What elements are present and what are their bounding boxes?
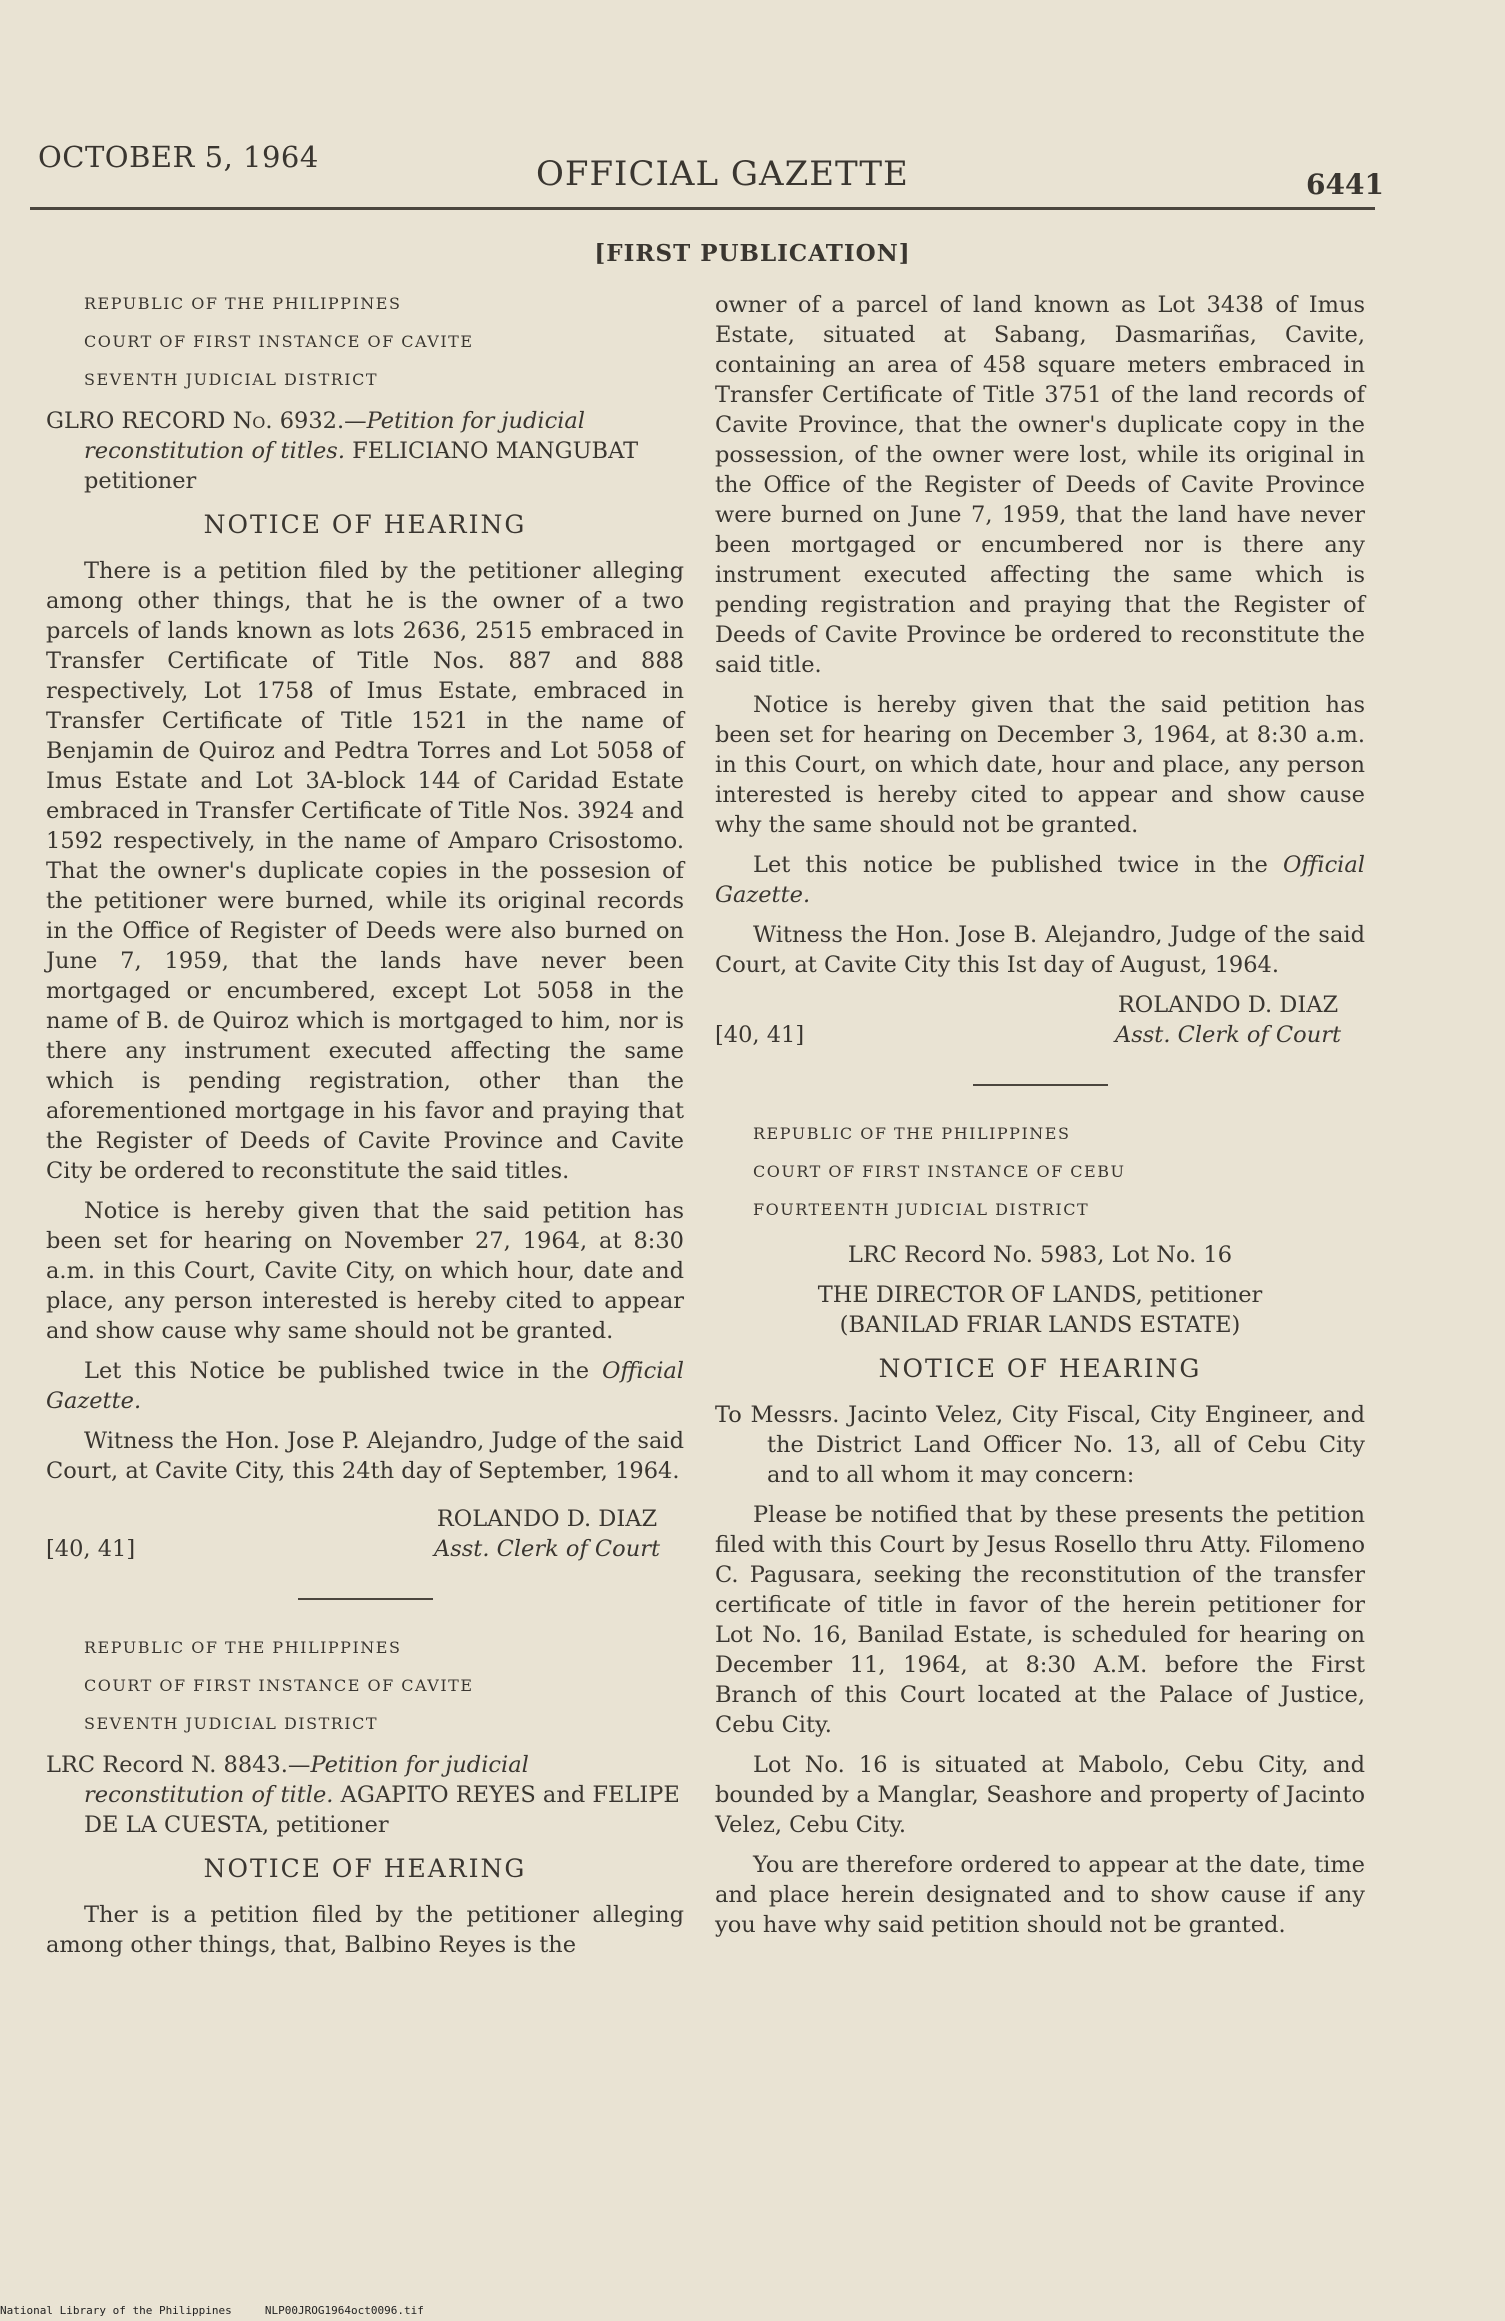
section-divider <box>298 1598 433 1600</box>
issue-reference: [40, 41] <box>715 1022 805 1048</box>
case-caption <box>46 406 684 496</box>
record-title: Petition for judicial reconstitution of title. <box>84 1752 529 1808</box>
petitioner-role: petitioner <box>84 468 197 494</box>
body-paragraph <box>715 850 1365 910</box>
estate-name: (BANILAD FRIAR LANDS ESTATE) <box>839 1312 1241 1338</box>
signatory-title: Asst. Clerk of Court <box>1114 1022 1341 1048</box>
signature-block <box>1115 990 1341 1050</box>
signature-row <box>715 990 1365 1050</box>
signatory-name: ROLANDO D. DIAZ <box>1117 992 1339 1018</box>
record-number: GLRO RECORD No. 6932.— <box>46 408 367 434</box>
body-paragraph <box>46 1356 684 1416</box>
issue-date: OCTOBER 5, 1964 <box>38 140 319 174</box>
section-divider <box>973 1084 1108 1086</box>
case-caption <box>46 1750 684 1840</box>
left-column <box>46 290 684 1970</box>
petitioner-role: petitioner <box>276 1812 389 1838</box>
record-number: LRC Record N. 8843.— <box>46 1752 311 1778</box>
signatory-name: ROLANDO D. DIAZ <box>436 1506 658 1532</box>
conjunction: and <box>542 1782 586 1808</box>
petitioner-name: FELIPE DE LA CUESTA, <box>84 1782 680 1838</box>
record-number: LRC Record No. 5983, Lot No. 16 <box>847 1242 1233 1268</box>
signatory-title: Asst. Clerk of Court <box>433 1536 660 1562</box>
body-paragraph: Witness the Hon. Jose P. Alejandro, Judge of the said Court, at Cavite City, this 24th day of September, 1964. <box>46 1428 684 1484</box>
notice-3 <box>715 1120 1365 1940</box>
court-line: COURT OF FIRST INSTANCE OF CAVITE <box>84 332 474 351</box>
court-line: REPUBLIC OF THE PHILIPPINES <box>84 294 402 313</box>
page-number: 6441 <box>1306 168 1384 201</box>
notice-2 <box>46 1634 684 1960</box>
addressee: To Messrs. Jacinto Velez, City Fiscal, City Engineer, and the District Land Officer No. 13, all of Cebu City and to all whom it may concern: <box>715 1402 1365 1488</box>
notice-heading: NOTICE OF HEARING <box>203 510 527 539</box>
publication-title: OFFICIAL GAZETTE <box>536 154 909 194</box>
court-line: COURT OF FIRST INSTANCE OF CEBU <box>753 1162 1126 1181</box>
body-paragraph: Lot No. 16 is situated at Mabolo, Cebu City, and bounded by a Manglar, Seashore and property of Jacinto Velez, Cebu City. <box>715 1752 1365 1838</box>
notice-heading: NOTICE OF HEARING <box>203 1854 527 1883</box>
court-line: FOURTEENTH JUDICIAL DISTRICT <box>753 1200 1090 1219</box>
court-line: REPUBLIC OF THE PHILIPPINES <box>84 1638 402 1657</box>
body-paragraph: owner of a parcel of land known as Lot 3438 of Imus Estate, situated at Sabang, Dasmariñas, Cavite, containing an area of 458 square meters embraced in Transfer Certificate of Title 3751 of the land records of Cavite Province, that the owner's duplicate copy in the possession, of the owner were lost, while its original in the Office of the Register of Deeds of Cavite Province were burned on June 7, 1959, that the land have never been mortgaged or encumbered nor is there any instrument executed affecting the same which is pending registration and praying that the Register of Deeds of Cavite Province be ordered to reconstitute the said title. <box>715 292 1365 678</box>
petitioner-name: AGAPITO REYES <box>340 1782 536 1808</box>
body-paragraph: Notice is hereby given that the said petition has been set for hearing on December 3, 1964, at 8:30 a.m. in this Court, on which date, hour and place, any person interested is hereby cited to appear and show cause why the same should not be granted. <box>715 692 1365 838</box>
body-paragraph: Notice is hereby given that the said petition has been set for hearing on November 27, 1964, at 8:30 a.m. in this Court, Cavite City, on which hour, date and place, any person interested is hereby cited to appear and show cause why same should not be granted. <box>46 1198 684 1344</box>
petitioner-name: FELICIANO MANGUBAT <box>352 438 639 464</box>
right-column <box>715 290 1365 1950</box>
record-title: Petition for judicial reconstitution of titles. <box>84 408 586 464</box>
issue-reference: [40, 41] <box>46 1536 136 1562</box>
signature-row <box>46 1504 684 1564</box>
scan-footer <box>0 2304 424 2317</box>
body-paragraph: Witness the Hon. Jose B. Alejandro, Judge of the said Court, at Cavite City this Ist day of August, 1964. <box>715 922 1365 978</box>
court-line: SEVENTH JUDICIAL DISTRICT <box>84 370 379 389</box>
body-paragraph: Please be notified that by these presents the petition filed with this Court by Jesus Rosello thru Atty. Filomeno C. Pagusara, seeking the reconstitution of the transfer certificate of title in favor of the herein petitioner for Lot No. 16, Banilad Estate, is scheduled for hearing on December 11, 1964, at 8:30 A.M. before the First Branch of this Court located at the Palace of Justice, Cebu City. <box>715 1502 1365 1738</box>
gazette-name: Official Gazette. <box>46 1358 685 1414</box>
court-line: REPUBLIC OF THE PHILIPPINES <box>753 1124 1071 1143</box>
notice-heading: NOTICE OF HEARING <box>878 1354 1202 1383</box>
notice-1 <box>46 290 684 1564</box>
body-paragraph: You are therefore ordered to appear at the date, time and place herein designated and to show cause if any you have why said petition should not be granted. <box>715 1852 1365 1938</box>
signature-block <box>434 1504 660 1564</box>
court-line: SEVENTH JUDICIAL DISTRICT <box>84 1714 379 1733</box>
petitioner-role: petitioner <box>1150 1282 1263 1308</box>
body-paragraph: Ther is a petition filed by the petitioner alleging among other things, that, Balbino Reyes is the <box>46 1902 684 1958</box>
publication-instruction: Let this Notice be published twice in the <box>84 1358 590 1384</box>
library-name: National Library of the Philippines <box>0 2304 232 2317</box>
file-name: NLP00JROG1964oct0096.tif <box>264 2304 424 2317</box>
petitioner-name: THE DIRECTOR OF LANDS, <box>817 1282 1143 1308</box>
petitioner-line <box>715 1280 1365 1310</box>
body-paragraph: There is a petition filed by the petitioner alleging among other things, that he is the owner of a two parcels of lands known as lots 2636, 2515 embraced in Transfer Certificate of Title Nos. 887 and 888 respectively, Lot 1758 of Imus Estate, embraced in Transfer Certificate of Title 1521 in the name of Benjamin de Quiroz and Pedtra Torres and Lot 5058 of Imus Estate and Lot 3A-block 144 of Caridad Estate embraced in Transfer Certificate of Title Nos. 3924 and 1592 respectively, in the name of Amparo Crisostomo. That the owner's duplicate copies in the possesion of the petitioner were burned, while its original records in the Office of Register of Deeds were also burned on June 7, 1959, that the lands have never been mortgaged or encumbered, except Lot 5058 in the name of B. de Quiroz which is mortgaged to him, nor is there any instrument executed affecting the same which is pending registration, other than the aforementioned mortgage in his favor and praying that the Register of Deeds of Cavite Province and Cavite City be ordered to reconstitute the said titles. <box>46 558 684 1184</box>
notice-2-continued <box>715 290 1365 1050</box>
first-publication-label: [FIRST PUBLICATION] <box>594 240 911 267</box>
header-rule <box>30 207 1375 210</box>
publication-instruction: Let this notice be published twice in the <box>753 852 1268 878</box>
gazette-name: Official Gazette. <box>715 852 1365 908</box>
court-line: COURT OF FIRST INSTANCE OF CAVITE <box>84 1676 474 1695</box>
